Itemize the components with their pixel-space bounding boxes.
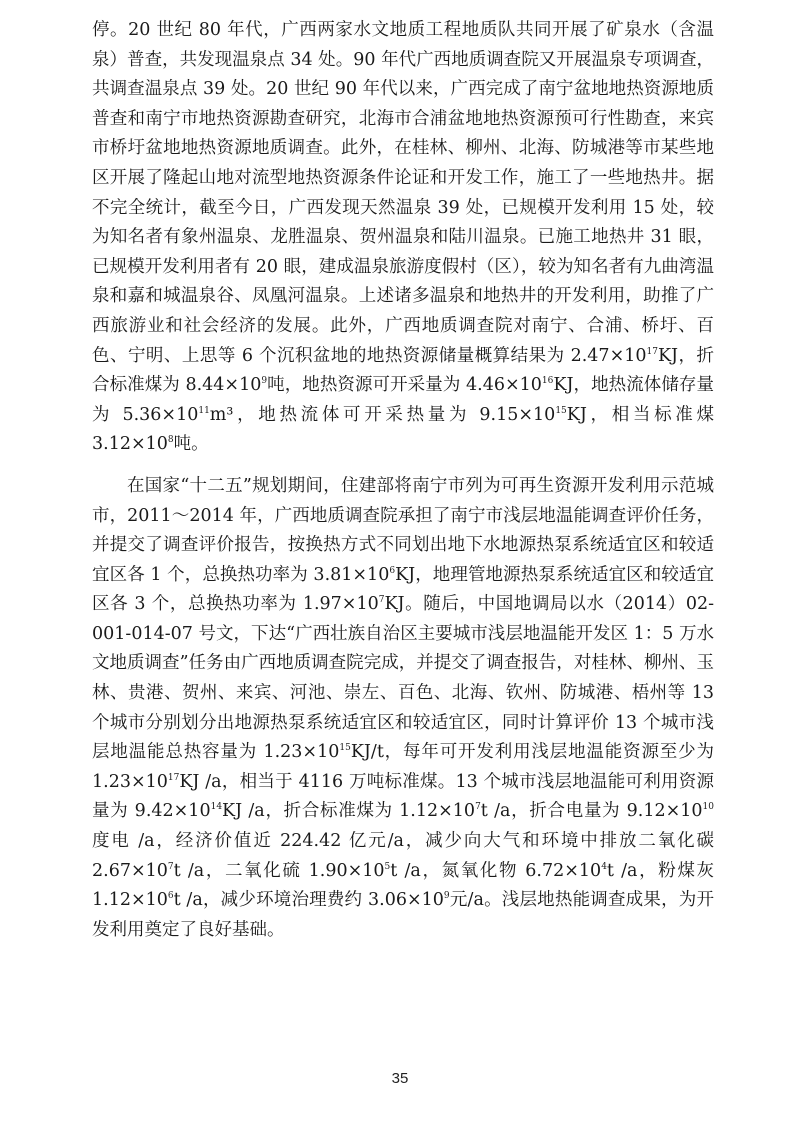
- paragraph-shallow-geothermal-survey: 在国家“十二五”规划期间，住建部将南宁市列为可再生资源开发利用示范城市，2011～2014 年，广西地质调查院承担了南宁市浅层地温能调查评价任务，并提交了调查评价报告，按换热方式不同划出地下水地源热泵系统适宜区和较适宜区各 1 个，总换热功率为 $3.81\times 10^6KJ$，地理管地源热泵系统适宜区和较适宜区各 3 个，总换热功率为 $1.97\times 10^7KJ$。随后，中国地调局以水（2014）02-001-014-07 号文，下达“广西壮族自治区主要城市浅层地温能开发区 1：5 万水文地质调查”任务由广西地质调查院完成，并提交了调查报告，对桂林、柳州、玉林、贵港、贺州、来宾、河池、崇左、百色、北海、钦州、防城港、梧州等 13 个城市分别划分出地源热泵系统适宜区和较适宜区，同时计算评价 13 个城市浅层地温能总热容量为 $1.23\times 10^{15}KJ/t$，每年可开发利用浅层地温能资源至少为 $1.23\times 10^{17}KJ$ /a，相当于 4116 万吨标准煤。13 个城市浅层地温能可利用资源量为 $9.42\times 10^{14}KJ$ /a，折合标准煤为 $1.12\times 10^7t$ /a，折合电量为 $9.12\times 10^{10}$度电 /a，经济价值近 224.42 亿元/a，减少向大气和环境中排放二氧化碳 $2.67\times 10^7t$ /a，二氧化硫 $1.90\times 10^5t$ /a，氮氧化物 $6.72\times 10^4t$ /a，粉煤灰 $1.12\times 10^6t$ /a，减少环境治理费约 $3.06\times 10^9$元/a。浅层地热能调查成果，为开发利用奠定了良好基础。: [92, 475, 715, 940]
- paragraph-geothermal-survey-history: 停。20 世纪 80 年代，广西两家水文地质工程地质队共同开展了矿泉水（含温泉）普查，共发现温泉点 34 处。90 年代广西地质调查院又开展温泉专项调查，共调查温泉点 39 处。20 世纪 90 年代以来，广西完成了南宁盆地地热资源地质普查和南宁市地热资源勘查研究，北海市合浦盆地地热资源预可行性勘查，来宾市桥圩盆地地热资源地质调查。此外，在桂林、柳州、北海、防城港等市某些地区开展了隆起山地对流型地热资源条件论证和开发工作，施工了一些地热井。据不完全统计，截至今日，广西发现天然温泉 39 处，已规模开发利用 15 处，较为知名者有象州温泉、龙胜温泉、贺州温泉和陆川温泉。已施工地热井 31 眼，已规模开发利用者有 20 眼，建成温泉旅游度假村（区），较为知名者有九曲湾温泉和嘉和城温泉谷、凤凰河温泉。上述诸多温泉和地热井的开发利用，助推了广西旅游业和社会经济的发展。此外，广西地质调查院对南宁、合浦、桥圩、百色、宁明、上思等 6 个沉积盆地的地热资源储量概算结果为 $2.47\times 10^{17}KJ$，折合标准煤为 $8.44\times 10^9$吨，地热资源可开采量为 $4.46\times 10^{16}KJ$，地热流体储存量为 $5.36\times 10^{11}m^3$，地热流体可开采热量为 $9.15\times 10^{15}KJ$，相当标准煤 $3.12\times 10^8$吨。: [92, 20, 715, 455]
- page-number: 35: [391, 1070, 409, 1087]
- document-body: [92, 16, 714, 945]
